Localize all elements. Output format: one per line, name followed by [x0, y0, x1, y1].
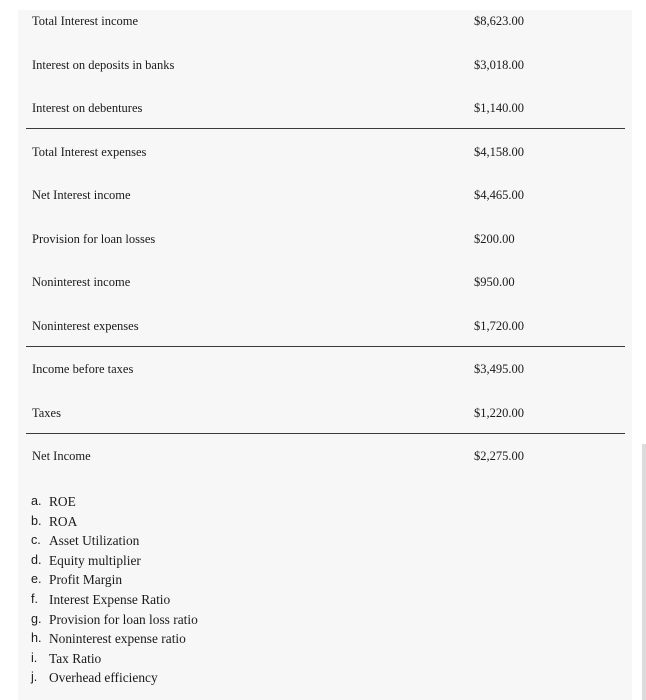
row-label: Net Income — [32, 449, 91, 463]
question-text: Profit Margin — [49, 572, 123, 588]
divider-rule — [26, 346, 625, 347]
list-marker: a. — [31, 494, 42, 508]
question-list — [31, 492, 198, 688]
row-label: Provision for loan losses — [32, 231, 156, 246]
question-text: Equity multiplier — [49, 552, 141, 568]
list-marker: b. — [31, 513, 42, 528]
question-text: Asset Utilization — [49, 533, 140, 549]
row-label: Income before taxes — [32, 362, 134, 376]
row-value: $3,495.00 — [474, 362, 524, 376]
row-value: $8,623.00 — [474, 14, 524, 28]
scrollbar[interactable] — [642, 444, 646, 700]
row-value: $1,720.00 — [474, 318, 524, 333]
list-marker: d. — [31, 552, 42, 567]
row-net-income — [26, 445, 626, 489]
row-value: $200.00 — [474, 231, 515, 246]
row-total-interest-expenses — [26, 141, 626, 185]
row-value: $4,465.00 — [474, 188, 524, 202]
divider-rule — [26, 128, 625, 129]
income-statement-rows — [26, 10, 626, 489]
row-label: Noninterest income — [32, 275, 131, 289]
row-label: Noninterest expenses — [32, 318, 139, 333]
question-item — [31, 629, 198, 649]
row-noninterest-income — [26, 271, 626, 315]
row-label: Interest on deposits in banks — [32, 57, 175, 72]
list-marker: g. — [31, 611, 42, 626]
row-taxes — [26, 402, 626, 446]
question-text: Overhead efficiency — [49, 670, 158, 686]
question-item — [31, 531, 198, 551]
question-item — [31, 570, 198, 590]
list-marker: c. — [31, 533, 41, 548]
question-item — [31, 492, 198, 512]
divider-rule — [26, 433, 625, 434]
list-marker: h. — [31, 631, 42, 646]
row-net-interest-income — [26, 184, 626, 228]
question-item — [31, 512, 198, 532]
row-label: Net Interest income — [32, 188, 131, 202]
list-marker: e. — [31, 572, 42, 587]
row-label: Interest on debentures — [32, 101, 143, 115]
row-value: $1,220.00 — [474, 405, 524, 420]
question-text: Noninterest expense ratio — [49, 631, 186, 647]
question-item — [31, 610, 198, 630]
row-value: $1,140.00 — [474, 101, 524, 115]
row-provision-for-loan-losses — [26, 228, 626, 272]
question-item — [31, 668, 198, 688]
row-label: Total Interest income — [32, 14, 139, 28]
question-item — [31, 551, 198, 571]
question-text: ROA — [49, 513, 78, 529]
question-item — [31, 590, 198, 610]
question-text: Tax Ratio — [49, 650, 102, 666]
list-marker: i. — [31, 650, 38, 665]
row-value: $950.00 — [474, 275, 515, 289]
question-text: Interest Expense Ratio — [49, 591, 171, 607]
row-noninterest-expenses — [26, 315, 626, 359]
row-value: $4,158.00 — [474, 144, 524, 159]
row-total-interest-income — [26, 10, 626, 54]
row-interest-on-debentures — [26, 97, 626, 141]
row-label: Total Interest expenses — [32, 144, 147, 159]
row-value: $3,018.00 — [474, 57, 524, 72]
row-value: $2,275.00 — [474, 449, 524, 463]
question-item — [31, 649, 198, 669]
question-text: Provision for loan loss ratio — [49, 611, 198, 627]
list-marker: f. — [31, 591, 38, 606]
list-marker: j. — [31, 670, 38, 685]
row-interest-on-deposits — [26, 54, 626, 98]
question-text: ROE — [49, 494, 76, 509]
row-label: Taxes — [32, 405, 61, 420]
row-income-before-taxes — [26, 358, 626, 402]
